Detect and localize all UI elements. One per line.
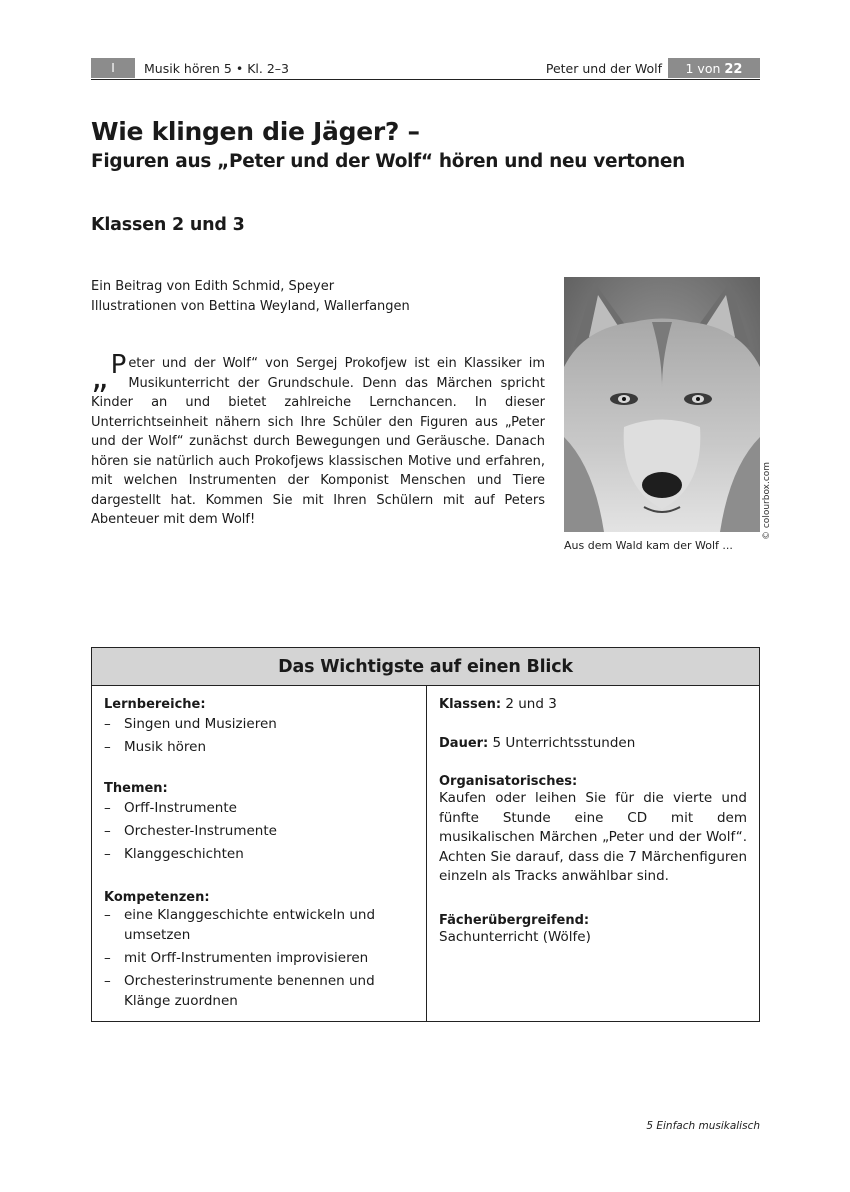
list-item: – Orff-Instrumente	[104, 798, 414, 818]
wolf-photo	[564, 277, 760, 532]
page-subtitle: Figuren aus „Peter und der Wolf“ hören und neu vertonen	[91, 151, 686, 172]
page-counter-prefix: 1 von	[685, 61, 721, 76]
overview-box	[91, 647, 760, 1022]
list-item: – mit Orff-Instrumenten improvisieren	[104, 948, 414, 968]
illustrator-line: Illustrationen von Bettina Weyland, Wallerfangen	[91, 299, 410, 314]
list-item: – Singen und Musizieren	[104, 714, 414, 734]
faecheruebergreifend-section	[439, 913, 747, 948]
overview-right-column	[427, 686, 759, 1021]
klassen-label: Klassen:	[439, 697, 502, 712]
page-counter	[668, 58, 760, 78]
themen-section	[104, 781, 414, 867]
overview-left-column	[92, 686, 427, 1021]
intro-paragraph	[91, 350, 545, 530]
running-header	[91, 58, 760, 80]
lernbereiche-section	[104, 697, 414, 760]
organisatorisches-section	[439, 774, 747, 887]
page-title: Wie klingen die Jäger? –	[91, 117, 420, 146]
list-item: – Orchester-Instrumente	[104, 821, 414, 841]
list-item: – Musik hören	[104, 737, 414, 757]
klassen-value: 2 und 3	[505, 696, 557, 712]
page-counter-total: 22	[724, 62, 743, 77]
organisatorisches-text: Kaufen oder leihen Sie für die vierte und fünfte Stunde eine CD mit dem musikalischen Märchen „Peter und der Wolf“. Achten Sie darauf, dass die 7 Märchenfiguren einzeln als Tracks anwählbar sind.	[439, 790, 747, 884]
intro-text: eter und der Wolf“ von Sergej Prokofjew ist ein Klassiker im Musikunterricht der Grundschule. Denn das Märchen spricht Kinder an und bietet zahlreiche Lernchancen. In dieser Unterrichtseinheit nähern sich Ihre Schüler den Figuren aus „Peter und der Wolf“ zunächst durch Bewegungen und Geräusche. Danach hören sie natürlich auch Prokofjews klassischen Motive und erfahren, mit welchen Instrumenten der Komponist Menschen und Tiere dargestellt hat. Kommen Sie mit Ihren Schülern mit auf Peters Abenteuer mit dem Wolf!	[91, 356, 545, 527]
section-marker: I	[91, 58, 135, 78]
list-item: – Klanggeschichten	[104, 844, 414, 864]
faecheruebergreifend-value: Sachunterricht (Wölfe)	[439, 929, 591, 945]
kompetenzen-label: Kompetenzen:	[104, 890, 210, 905]
list-item: – Orchesterinstrumente benennen und Klänge zuordnen	[104, 971, 414, 1011]
photo-caption: Aus dem Wald kam der Wolf ...	[564, 539, 733, 552]
topic-label: Peter und der Wolf	[545, 61, 662, 76]
dauer-label: Dauer:	[439, 736, 489, 751]
list-item: – eine Klanggeschichte entwickeln und umsetzen	[104, 905, 414, 945]
dauer-section	[439, 734, 747, 754]
themen-label: Themen:	[104, 781, 168, 796]
klassen-section	[439, 695, 747, 715]
open-quote: „	[91, 357, 109, 397]
credits	[91, 277, 410, 317]
kompetenzen-section	[104, 890, 414, 1014]
author-line: Ein Beitrag von Edith Schmid, Speyer	[91, 279, 335, 294]
photo-credit: © colourbox.com	[762, 461, 772, 540]
dauer-value: 5 Unterrichtsstunden	[492, 735, 636, 751]
grade-heading: Klassen 2 und 3	[91, 215, 245, 235]
series-label: Musik hören 5 • Kl. 2–3	[144, 61, 289, 76]
overview-heading: Das Wichtigste auf einen Blick	[92, 648, 759, 686]
lernbereiche-label: Lernbereiche:	[104, 697, 206, 712]
faecheruebergreifend-label: Fächerübergreifend:	[439, 913, 590, 928]
organisatorisches-label: Organisatorisches:	[439, 774, 578, 789]
page-footer: 5 Einfach musikalisch	[646, 1120, 760, 1132]
drop-cap: P	[110, 350, 127, 380]
